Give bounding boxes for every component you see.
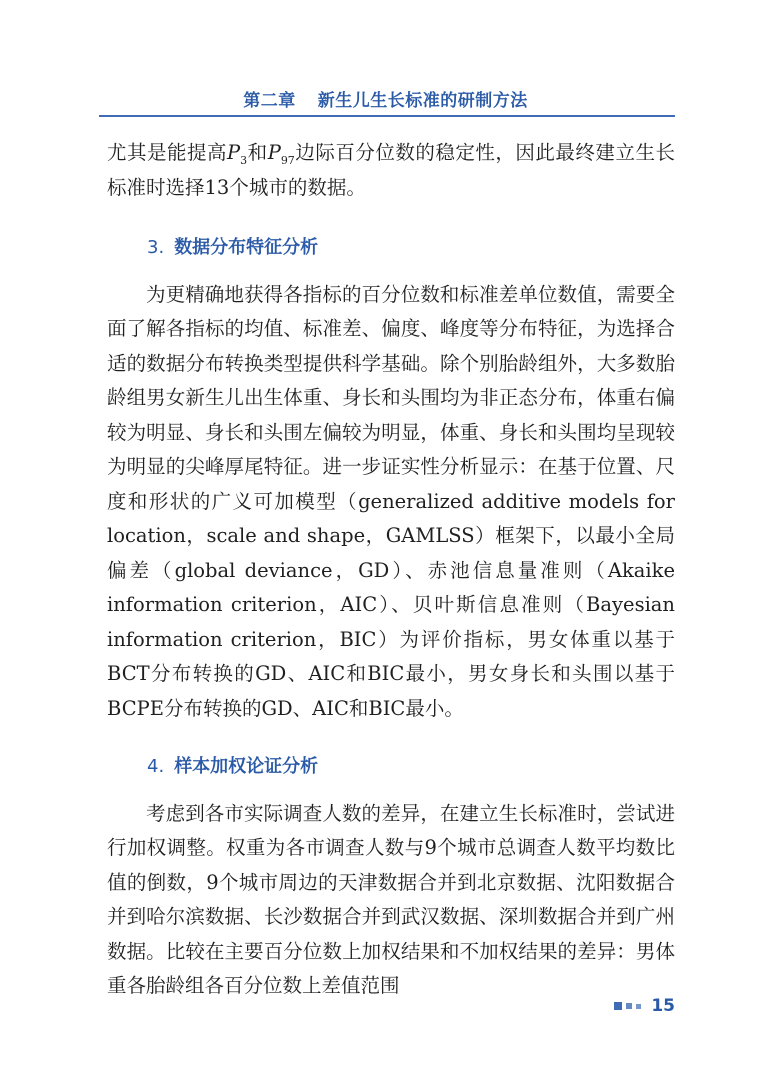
- footer-square-decoration: [614, 1002, 622, 1010]
- section-number: 4.: [147, 756, 165, 777]
- percentile-subscript: 97: [280, 153, 295, 167]
- section-title: 数据分布特征分析: [174, 237, 319, 258]
- section-3-paragraph: 为更精确地获得各指标的百分位数和标准差单位数值，需要全面了解各指标的均值、标准差、偏度、峰度等分布特征，为选择合适的数据分布转换类型提供科学基础。除个别胎龄组外，大多数胎龄组男女新生儿出生体重、身长和头围均为非正态分布，体重右偏较为明显、身长和头围左偏较为明显，体重、身长和头围均呈现较为明显的尖峰厚尾特征。进一步证实性分析显示：在基于位置、尺度和形状的广义可加模型（generalized additive models for location，scale and shape，GAMLSS）框架下，以最小全局偏差（global deviance，GD）、赤池信息量准则（Akaike information criterion，AIC）、贝叶斯信息准则（Bayesian information criterion，BIC）为评价指标，男女体重以基于BCT分布转换的GD、AIC和BIC最小，男女身长和头围以基于BCPE分布转换的GD、AIC和BIC最小。: [107, 282, 675, 720]
- page-number: 15: [651, 996, 675, 1016]
- running-header: [0, 86, 771, 111]
- header-rule: [99, 115, 675, 117]
- section-heading-4: [107, 750, 675, 785]
- page-body: [107, 136, 675, 1004]
- section-4-paragraph: 考虑到各市实际调查人数的差异，在建立生长标准时，尝试进行加权调整。权重为各市调查人数与9个城市总调查人数平均数比值的倒数，9个城市周边的天津数据合并到北京数据、沈阳数据合并到哈尔滨数据、长沙数据合并到武汉数据、深圳数据合并到广州数据。比较在主要百分位数上加权结果和不加权结果的差异：男体重各胎龄组各百分位数上差值范围: [107, 801, 675, 997]
- percentile-subscript: 3: [240, 153, 248, 167]
- percentile-variable: P: [227, 141, 241, 164]
- footer-square-decoration: [636, 1004, 641, 1009]
- intro-text-1: 尤其是能提高: [107, 141, 228, 164]
- intro-text-2: 和: [247, 141, 268, 164]
- section-title: 样本加权论证分析: [174, 756, 319, 777]
- chapter-title: 新生儿生长标准的研制方法: [317, 91, 528, 111]
- page-footer: [614, 996, 675, 1016]
- footer-square-decoration: [626, 1003, 632, 1009]
- percentile-variable: P: [267, 141, 281, 164]
- intro-paragraph: [107, 136, 675, 205]
- chapter-label: 第二章: [243, 91, 296, 111]
- intro-text-3: 边际百分位数的稳定性，因此最终建立生长标准时选择13个城市的数据。: [107, 141, 675, 199]
- section-number: 3.: [147, 237, 165, 258]
- section-heading-3: [107, 231, 675, 266]
